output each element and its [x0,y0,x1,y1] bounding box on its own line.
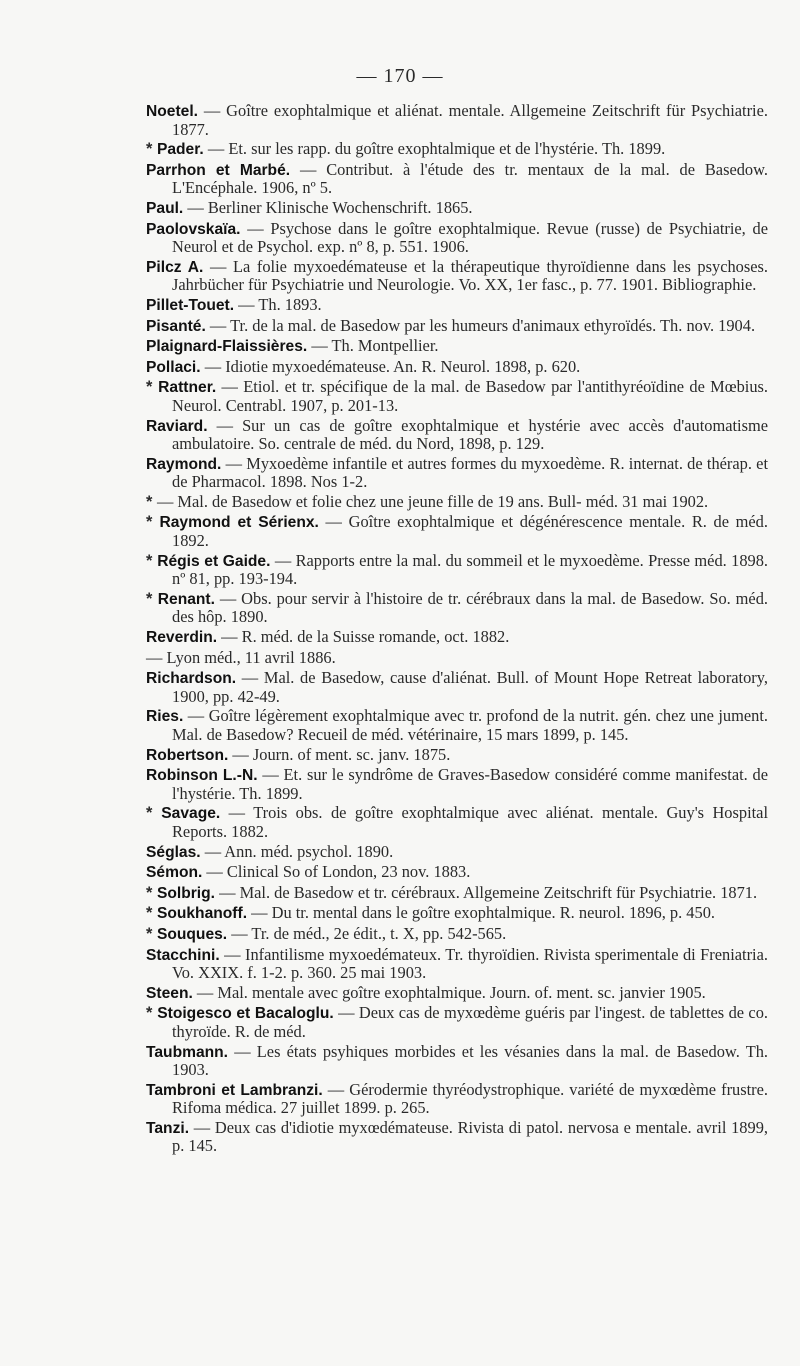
bibliography-entry [146,199,768,218]
entry-marker: * [146,140,157,159]
bibliography-entry [146,649,768,668]
entry-author: Reverdin. [146,629,218,647]
entry-author: Soukhanoff. [156,905,248,923]
entry-author: Noetel. [146,103,198,120]
bibliography-entry [146,984,768,1003]
bibliography-entry [146,628,768,647]
entry-text: — Tr. de méd., 2e édit., t. X, pp. 542-565. [227,923,507,943]
entry-author: Pisanté. [146,317,206,335]
bibliography-entry [146,378,768,414]
bibliography-entry [146,884,768,903]
entry-author: Parrhon et Marbé. [146,161,291,179]
bibliography-entry [146,1119,768,1155]
bibliography-entry [146,804,768,840]
entry-author: Raymond et Sérienx. [159,514,319,532]
entry-text: — Myxoedème infantile et autres formes du myxoedème. R. internat. de thérap. et de Pharmacol. 1898. Nos 1-2. [172,453,768,492]
entry-text: — Clinical So of London, 23 nov. 1883. [202,862,471,882]
entry-marker: * [146,883,157,902]
bibliography-entry [146,746,768,765]
entry-author: Richardson. [146,670,237,688]
entry-text: — Trois obs. de goître exophtalmique avec aliénat. mentale. Guy's Hospital Reports. 1882. [172,803,769,841]
entry-text: — Etiol. et tr. spécifique de la mal. de Basedow par l'antithyréoïdine de Mœbius. Neurol. Centrabl. 1907, p. 201-13. [172,377,769,415]
bibliography-entry [146,590,768,626]
bibliography-entry [146,258,768,294]
entry-author: Robertson. [146,746,229,764]
bibliography-entry [146,766,768,802]
entry-author: Pader. [156,141,204,159]
entry-marker: * [146,513,160,532]
entry-text: — Lyon méd., 11 avril 1886. [146,647,336,667]
bibliography-entry [146,669,768,705]
entry-author: Souques. [156,925,228,943]
entry-author: Steen. [146,984,193,1002]
entry-text: — Sur un cas de goître exophtalmique et hystérie avec accès d'automatisme ambulatoire. So. centrale de méd. du Nord, 1898, p. 129. [172,415,768,454]
entry-author: Savage. [161,805,221,823]
entry-marker: * [146,551,158,570]
entry-text: — Deux cas d'idiotie myxœdémateuse. Rivista di patol. nervosa e mentale. avril 1899, p. 145. [172,1117,768,1156]
entry-text: — Du tr. mental dans le goître exophtalmique. R. neurol. 1896, p. 450. [247,903,715,923]
entry-text: — Mal. de Basedow et tr. cérébraux. Allgemeine Zeitschrift für Psychiatrie. 1871. [214,882,758,902]
entry-text: — Mal. de Basedow, cause d'aliénat. Bull. of Mount Hope Retreat laboratory, 1900, pp. 42-49. [172,668,768,706]
entry-text: — Th. Montpellier. [307,336,439,356]
page-number: — 170 — [356,65,444,87]
bibliography-entry [146,863,768,882]
entry-author: Paul. [146,199,184,217]
bibliography-entry [146,904,768,923]
entry-author: Régis et Gaide. [157,552,271,570]
entry-marker: * [146,492,157,511]
entry-text: — Goître exophtalmique et dégénérescence mentale. R. de méd. 1892. [172,512,768,551]
entry-marker: * [146,904,157,923]
entry-text: — Les états psyhiques morbides et les vésanies dans la mal. de Basedow. Th. 1903. [172,1041,768,1080]
entry-author: Tanzi. [146,1119,190,1137]
bibliography-entry [146,455,768,491]
entry-author: Séglas. [146,843,201,861]
entry-author: Pollaci. [146,358,201,376]
entry-author: Tambroni et Lambranzi. [146,1081,323,1099]
entry-text: — Deux cas de myxœdème guéris par l'ingest. de tablettes de co. thyroïde. R. de méd. [172,1003,768,1041]
bibliography-entry [146,843,768,862]
entry-marker: * [146,378,159,397]
bibliography-entry [146,493,768,512]
entry-text: — Ann. méd. psychol. 1890. [200,841,394,861]
bibliography-entry [146,1004,768,1040]
entry-author: Sémon. [146,864,203,882]
entry-author: Plaignard-Flaissières. [146,338,308,356]
entry-marker: * [146,804,162,823]
entry-author: Renant. [157,590,215,608]
bibliography-entry [146,552,768,588]
entry-text: — Et. sur les rapp. du goître exophtalmique et de l'hystérie. Th. 1899. [203,139,666,159]
bibliography-entry [146,1043,768,1079]
entry-text: — Infantilisme myxoedémateux. Tr. thyroïdien. Rivista sperimentale di Freniatria. Vo. XXIX. f. 1-2. p. 360. 25 mai 1903. [172,944,768,983]
entry-text: — Tr. de la mal. de Basedow par les humeurs d'animaux ethyroïdés. Th. nov. 1904. [205,315,756,335]
entry-text: — Rapports entre la mal. du sommeil et le myxoedème. Presse méd. 1898. nº 81, pp. 193-194. [172,550,768,589]
entry-text: — Obs. pour servir à l'histoire de tr. cérébraux dans la mal. de Basedow. So. méd. des hôp. 1890. [172,588,768,627]
bibliography-entry [146,417,768,453]
entry-text: — Goître exophtalmique et aliénat. mentale. Allgemeine Zeitschrift für Psychiatrie. 1877. [172,101,768,139]
entry-text: — Mal. mentale avec goître exophtalmique. Journ. of. ment. sc. janvier 1905. [192,982,706,1002]
entry-marker: * [146,589,158,608]
entry-text: — Et. sur le syndrôme de Graves-Basedow considéré comme manifestat. de l'hystérie. Th. 1899. [172,765,769,803]
entry-author: Raymond. [146,455,222,473]
entry-text: — Contribut. à l'étude des tr. mentaux de la mal. de Basedow. L'Encéphale. 1906, nº 5. [172,159,768,198]
bibliography-entry [146,102,768,138]
entry-author: Robinson L.-N. [146,767,258,785]
entry-author: Paolovskaïa. [146,220,241,238]
bibliography-entry [146,317,768,336]
entry-author: Rattner. [158,379,217,397]
bibliography-list [146,102,768,1157]
entry-text: — Berliner Klinische Wochenschrift. 1865. [183,197,473,217]
entry-text: — Mal. de Basedow et folie chez une jeune fille de 19 ans. Bull- méd. 31 mai 1902. [156,491,709,511]
entry-text: — Gérodermie thyréodystrophique. variété de myxœdème frustre. Rifoma médica. 27 juillet 1899. p. 265. [172,1079,768,1118]
entry-text: — Goître légèrement exophtalmique avec tr. profond de la nutrit. gén. chez une jument. Mal. de Basedow? Recueil de méd. vétérinaire, 15 mars 1899, p. 145. [172,706,768,744]
bibliography-entry [146,358,768,377]
entry-author: Pillet-Touet. [146,296,235,314]
bibliography-entry [146,1081,768,1117]
bibliography-entry [146,513,768,549]
entry-text: — Journ. of ment. sc. janv. 1875. [228,744,451,764]
entry-marker: * [146,924,157,943]
entry-text: — Psychose dans le goître exophtalmique. Revue (russe) de Psychiatrie, de Neurol et de Psychol. exp. nº 8, p. 551. 1906. [172,218,768,257]
entry-author: Stacchini. [146,946,220,964]
entry-author: Ries. [146,708,184,726]
entry-text: — R. méd. de la Suisse romande, oct. 1882. [217,627,510,647]
bibliography-entry [146,337,768,356]
bibliography-entry [146,296,768,315]
entry-author: Pilcz A. [146,258,204,276]
entry-text: — Idiotie myxoedémateuse. An. R. Neurol. 1898, p. 620. [200,356,581,376]
entry-author: Solbrig. [156,884,215,902]
entry-author: Raviard. [146,417,208,435]
bibliography-entry [146,946,768,982]
bibliography-entry [146,140,768,159]
entry-author: Stoigesco et Bacaloglu. [157,1005,334,1023]
bibliography-entry [146,925,768,944]
bibliography-entry [146,707,768,743]
bibliography-entry [146,161,768,197]
bibliography-entry [146,220,768,256]
entry-text: — La folie myxoedémateuse et la thérapeutique thyroïdienne dans les psychoses. Jahrbücher für Psychiatrie und Neurologie. Vo. XX, 1er fasc., p. 77. 1901. Bibliographie. [172,256,768,295]
entry-text: — Th. 1893. [234,294,322,314]
entry-author: Taubmann. [146,1043,229,1061]
entry-marker: * [146,1004,158,1023]
